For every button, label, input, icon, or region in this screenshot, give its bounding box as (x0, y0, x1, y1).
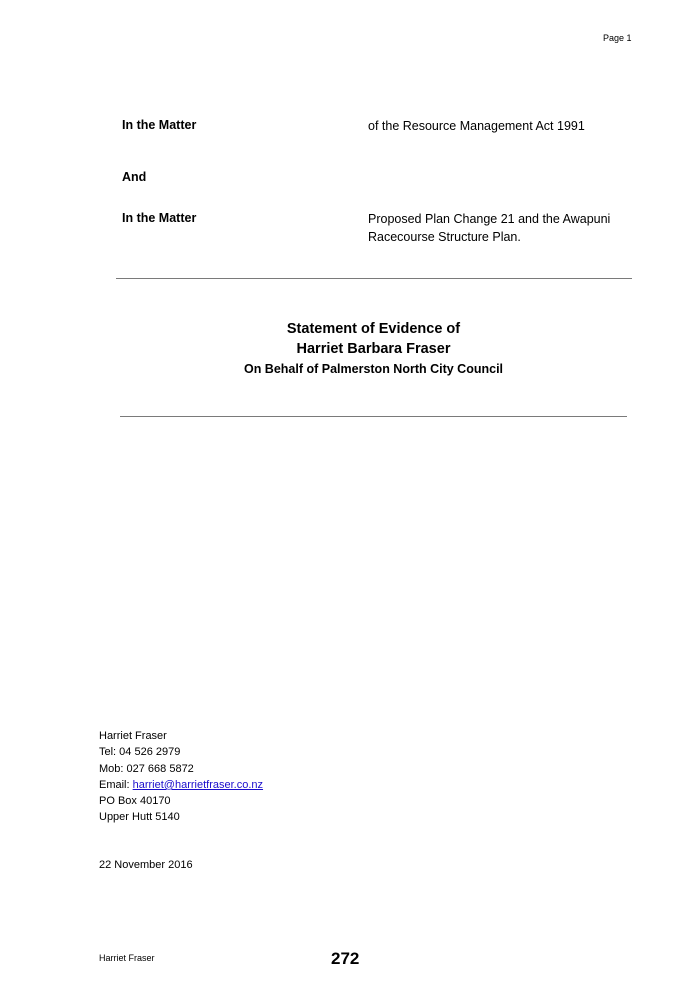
footer-page-number: 272 (331, 949, 360, 968)
bottom-divider (120, 416, 627, 417)
page-number-label: Page 1 (603, 33, 632, 43)
matter-value-2-line-2: Racecourse Structure Plan. (368, 230, 521, 244)
on-behalf-subtitle: On Behalf of Palmerston North City Council (243, 362, 504, 376)
statement-title: Statement of Evidence of (286, 321, 461, 337)
email-link[interactable]: harriet@harrietfraser.co.nz (132, 778, 264, 791)
contact-po-box: PO Box 40170 (99, 795, 171, 808)
statement-title-block (120, 319, 627, 378)
witness-name: Harriet Barbara Fraser (296, 341, 451, 357)
contact-name: Harriet Fraser (99, 730, 167, 742)
top-divider (116, 278, 632, 279)
matter-value-2 (368, 210, 638, 246)
contact-email-line (99, 777, 263, 793)
email-prefix: Email: (99, 778, 133, 791)
contact-mob: Mob: 027 668 5872 (99, 762, 194, 775)
matter-value-1: of the Resource Management Act 1991 (368, 119, 585, 133)
footer-author: Harriet Fraser (99, 953, 155, 963)
matter-label-2: In the Matter (122, 211, 197, 225)
matter-value-2-line-1: Proposed Plan Change 21 and the Awapuni (368, 212, 611, 226)
contact-block (99, 728, 263, 826)
contact-tel: Tel: 04 526 2979 (99, 746, 181, 759)
document-date: 22 November 2016 (99, 859, 193, 871)
matter-label-1: In the Matter (122, 118, 197, 132)
contact-city: Upper Hutt 5140 (99, 811, 180, 824)
and-label: And (122, 170, 147, 184)
